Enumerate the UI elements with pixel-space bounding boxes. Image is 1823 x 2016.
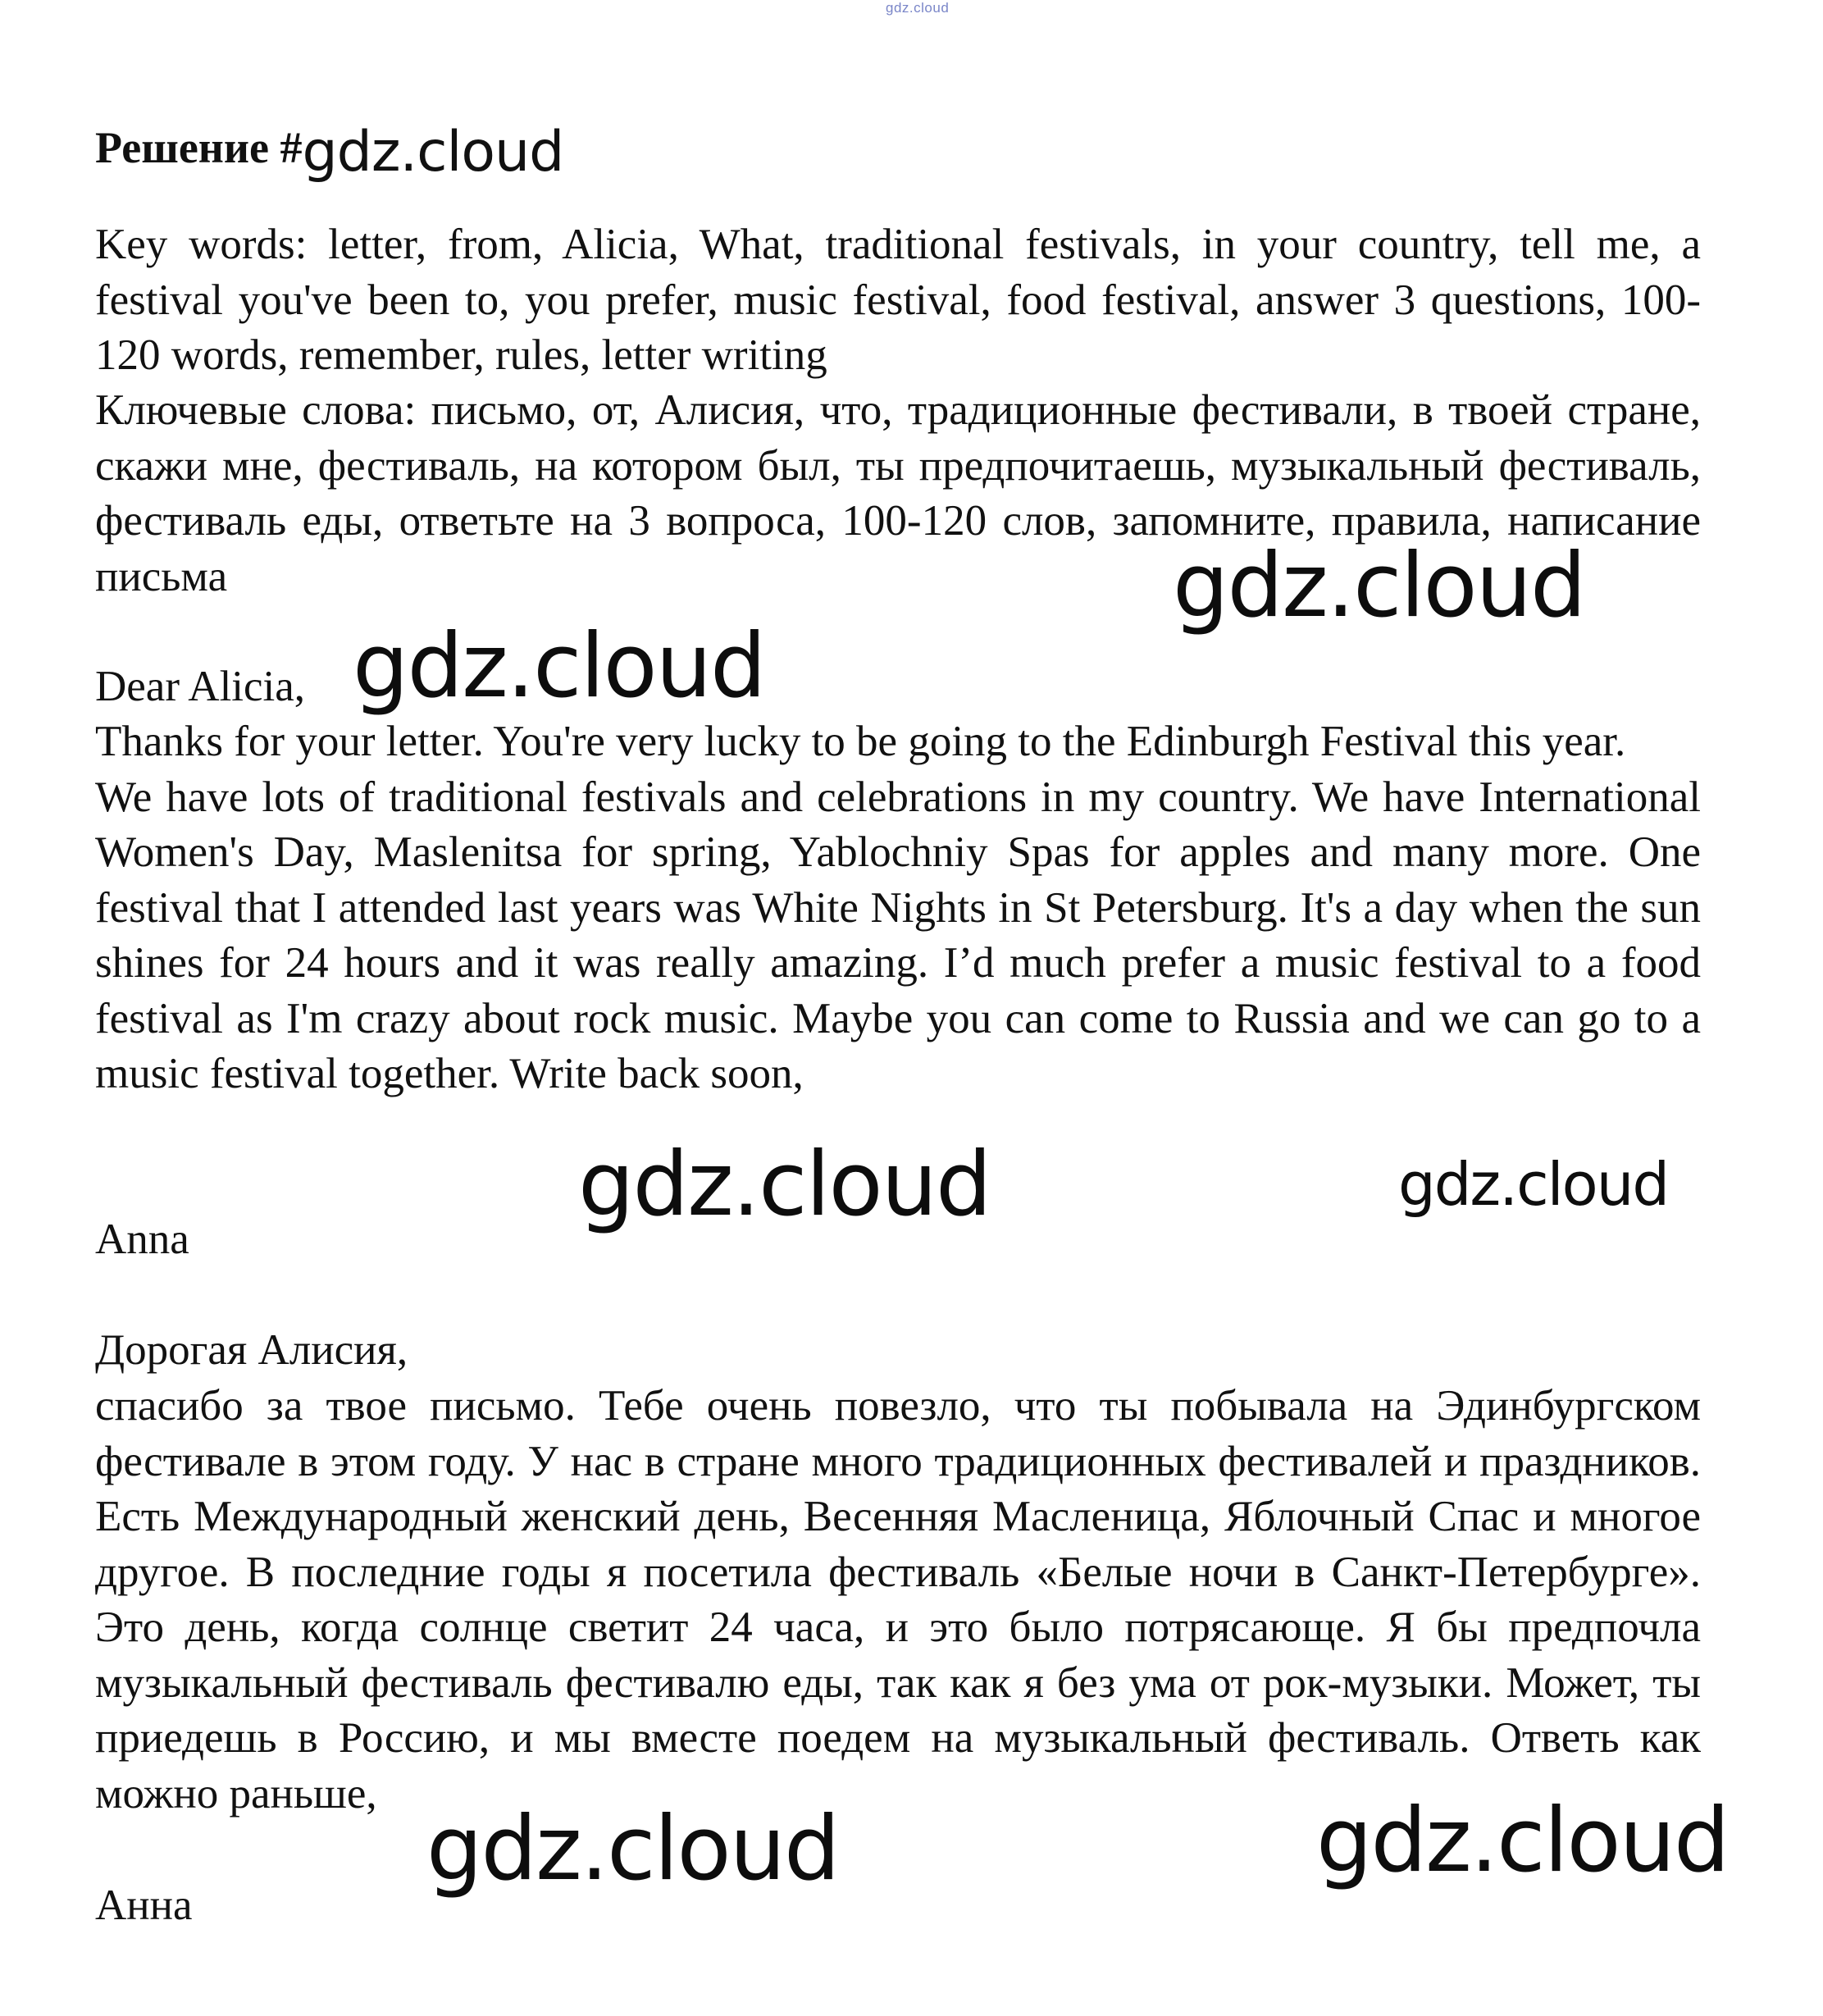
watermark-3: gdz.cloud: [578, 1133, 991, 1236]
top-watermark: gdz.cloud: [886, 0, 950, 16]
watermark-6: gdz.cloud: [1316, 1790, 1729, 1892]
english-letter-body: Thanks for your letter. You're very lucky to be going to the Edinburgh Festival this year. We have lots of traditional festivals and celebrations in my country. We have International Women's Day, Maslenitsa for spring, Yablochniy Spas for apples and many more. One festival that I attended last years was White Nights in St Petersburg. It's a day when the sun shines for 24 hours and it was really amazing. I’d much prefer a music festival to a food festival as I'm crazy about rock music. Maybe you can come to Russia and we can go to a music festival together. Write back soon,: [95, 718, 1701, 1097]
english-greeting: Dear Alicia,: [95, 663, 306, 710]
english-signature: Anna: [95, 1216, 189, 1263]
heading-watermark: gdz.cloud: [302, 120, 564, 185]
watermark-1: gdz.cloud: [1173, 535, 1585, 637]
key-words-english: Key words: letter, from, Alicia, What, traditional festivals, in your country, tell me, a festival you've been to, you prefer, music festival, food festival, answer 3 questions, 100-120 words, remember, rules, letter writing: [95, 221, 1701, 379]
solution-heading: [95, 120, 564, 185]
key-words-russian: Ключевые слова: письмо, от, Алисия, что, традиционные фестивали, в твоей стране, скажи мне, фестиваль, на котором был, ты предпочитаешь, музыкальный фестиваль, фестиваль еды, ответьте на 3 вопроса, 100-120 слов, запомните, правила, написание письма: [95, 386, 1701, 600]
russian-letter-body: спасибо за твое письмо. Тебе очень повезло, что ты побывала на Эдинбургском фестивале в этом году. У нас в стране много традиционных фестивалей и праздников. Есть Международный женский день, Весенняя Масленица, Яблочный Спас и многое другое. В последние годы я посетила фестиваль «Белые ночи в Санкт-Петербурге». Это день, когда солнце светит 24 часа, и это было потрясающе. Я бы предпочла музыкальный фестиваль фестивалю еды, так как я без ума от рок-музыки. Может, ты приедешь в Россию, и мы вместе поедем на музыкальный фестиваль. Ответь как можно раньше,: [95, 1382, 1701, 1818]
russian-signature: Анна: [95, 1881, 193, 1929]
watermark-4: gdz.cloud: [1398, 1150, 1669, 1219]
watermark-5: gdz.cloud: [426, 1798, 839, 1900]
watermark-2: gdz.cloud: [353, 615, 765, 718]
heading-label: Решение #: [95, 123, 303, 172]
russian-greeting: Дорогая Алисия,: [95, 1326, 408, 1374]
